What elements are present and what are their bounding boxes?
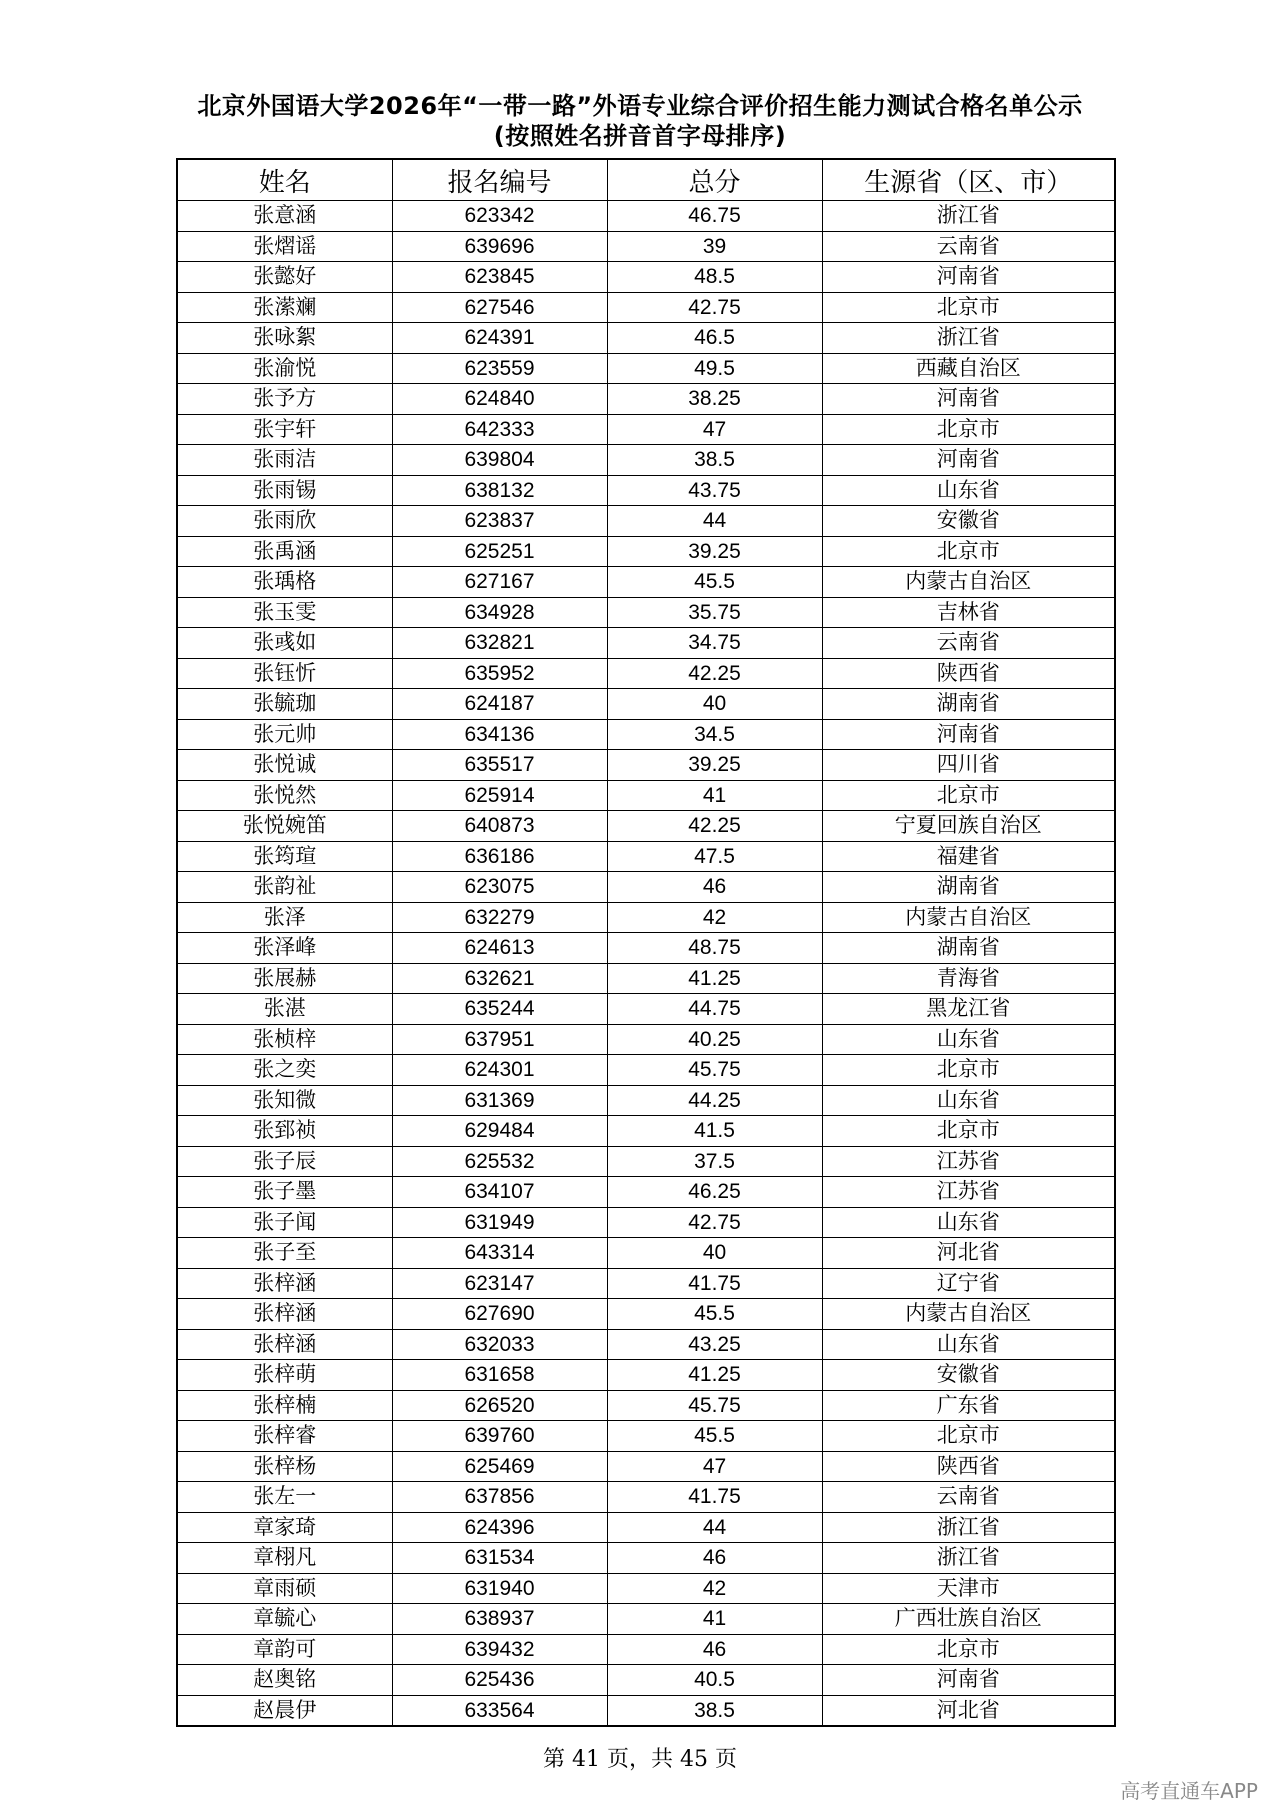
cell-id: 623559 <box>392 353 607 384</box>
cell-name: 张雨欣 <box>177 506 392 537</box>
cell-id: 639760 <box>392 1421 607 1452</box>
cell-province: 青海省 <box>822 963 1115 994</box>
cell-province: 河南省 <box>822 1665 1115 1696</box>
cell-score: 34.75 <box>607 628 822 659</box>
table-row <box>177 689 1115 720</box>
cell-name: 章家琦 <box>177 1512 392 1543</box>
cell-name: 张熠谣 <box>177 231 392 262</box>
cell-score: 41.75 <box>607 1482 822 1513</box>
cell-name: 张梓涵 <box>177 1329 392 1360</box>
cell-id: 635517 <box>392 750 607 781</box>
cell-name: 张彧如 <box>177 628 392 659</box>
table-row <box>177 1634 1115 1665</box>
cell-province: 黑龙江省 <box>822 994 1115 1025</box>
cell-province: 四川省 <box>822 750 1115 781</box>
table-row <box>177 1085 1115 1116</box>
cell-name: 张梓萌 <box>177 1360 392 1391</box>
cell-score: 42 <box>607 902 822 933</box>
table-row <box>177 567 1115 598</box>
cell-name: 张懿好 <box>177 262 392 293</box>
cell-name: 张子辰 <box>177 1146 392 1177</box>
cell-score: 40 <box>607 689 822 720</box>
cell-name: 张泽 <box>177 902 392 933</box>
table-row <box>177 536 1115 567</box>
table-row <box>177 597 1115 628</box>
cell-province: 云南省 <box>822 628 1115 659</box>
qualified-list-table <box>176 158 1116 1727</box>
cell-name: 张悦然 <box>177 780 392 811</box>
table-row <box>177 1451 1115 1482</box>
column-header-score: 总分 <box>607 159 822 201</box>
cell-score: 39.25 <box>607 750 822 781</box>
table-row <box>177 994 1115 1025</box>
table-row <box>177 658 1115 689</box>
cell-id: 627167 <box>392 567 607 598</box>
cell-province: 陕西省 <box>822 1451 1115 1482</box>
cell-province: 安徽省 <box>822 506 1115 537</box>
cell-score: 48.5 <box>607 262 822 293</box>
cell-name: 张湛 <box>177 994 392 1025</box>
cell-name: 章雨硕 <box>177 1573 392 1604</box>
cell-province: 北京市 <box>822 414 1115 445</box>
table-row <box>177 201 1115 232</box>
cell-id: 639696 <box>392 231 607 262</box>
cell-id: 624391 <box>392 323 607 354</box>
cell-id: 624301 <box>392 1055 607 1086</box>
cell-id: 624613 <box>392 933 607 964</box>
cell-province: 湖南省 <box>822 872 1115 903</box>
cell-province: 江苏省 <box>822 1146 1115 1177</box>
table-row <box>177 902 1115 933</box>
table-row <box>177 628 1115 659</box>
cell-name: 张桢梓 <box>177 1024 392 1055</box>
cell-province: 陕西省 <box>822 658 1115 689</box>
cell-province: 内蒙古自治区 <box>822 1299 1115 1330</box>
cell-score: 39 <box>607 231 822 262</box>
cell-score: 43.75 <box>607 475 822 506</box>
cell-name: 张梓楠 <box>177 1390 392 1421</box>
cell-name: 赵奥铭 <box>177 1665 392 1696</box>
table-row <box>177 750 1115 781</box>
table-row <box>177 1482 1115 1513</box>
cell-score: 45.75 <box>607 1055 822 1086</box>
document-subtitle: (按照姓名拼音首字母排序) <box>493 122 787 150</box>
cell-score: 38.5 <box>607 1695 822 1726</box>
table-row <box>177 445 1115 476</box>
cell-province: 山东省 <box>822 1207 1115 1238</box>
cell-score: 49.5 <box>607 353 822 384</box>
cell-score: 40 <box>607 1238 822 1269</box>
cell-province: 安徽省 <box>822 1360 1115 1391</box>
cell-id: 623147 <box>392 1268 607 1299</box>
cell-score: 45.5 <box>607 567 822 598</box>
cell-name: 张予方 <box>177 384 392 415</box>
cell-score: 34.5 <box>607 719 822 750</box>
cell-score: 46 <box>607 1634 822 1665</box>
cell-id: 634107 <box>392 1177 607 1208</box>
cell-score: 44.75 <box>607 994 822 1025</box>
cell-id: 625532 <box>392 1146 607 1177</box>
cell-province: 河南省 <box>822 445 1115 476</box>
cell-score: 44 <box>607 506 822 537</box>
table-row <box>177 811 1115 842</box>
table-row <box>177 963 1115 994</box>
table-row <box>177 1238 1115 1269</box>
cell-province: 湖南省 <box>822 933 1115 964</box>
cell-id: 637951 <box>392 1024 607 1055</box>
cell-id: 629484 <box>392 1116 607 1147</box>
cell-id: 638937 <box>392 1604 607 1635</box>
column-header-province: 生源省（区、市） <box>822 159 1115 201</box>
cell-province: 山东省 <box>822 475 1115 506</box>
cell-score: 41.25 <box>607 963 822 994</box>
cell-province: 北京市 <box>822 1116 1115 1147</box>
cell-province: 广东省 <box>822 1390 1115 1421</box>
cell-name: 张子墨 <box>177 1177 392 1208</box>
cell-name: 赵晨伊 <box>177 1695 392 1726</box>
cell-name: 章栩凡 <box>177 1543 392 1574</box>
cell-id: 634136 <box>392 719 607 750</box>
cell-name: 张禹涵 <box>177 536 392 567</box>
cell-province: 北京市 <box>822 1055 1115 1086</box>
cell-score: 41 <box>607 780 822 811</box>
cell-name: 张展赫 <box>177 963 392 994</box>
cell-province: 河北省 <box>822 1695 1115 1726</box>
cell-score: 42.25 <box>607 658 822 689</box>
cell-province: 浙江省 <box>822 1512 1115 1543</box>
cell-name: 张左一 <box>177 1482 392 1513</box>
cell-id: 632821 <box>392 628 607 659</box>
cell-id: 624840 <box>392 384 607 415</box>
cell-id: 634928 <box>392 597 607 628</box>
cell-province: 内蒙古自治区 <box>822 567 1115 598</box>
cell-id: 624396 <box>392 1512 607 1543</box>
table-row <box>177 292 1115 323</box>
table-row <box>177 1695 1115 1726</box>
cell-name: 章韵可 <box>177 1634 392 1665</box>
cell-id: 639804 <box>392 445 607 476</box>
table-row <box>177 1665 1115 1696</box>
table-row <box>177 384 1115 415</box>
cell-score: 42 <box>607 1573 822 1604</box>
cell-name: 张悦诚 <box>177 750 392 781</box>
cell-province: 浙江省 <box>822 323 1115 354</box>
cell-score: 40.25 <box>607 1024 822 1055</box>
table-row <box>177 872 1115 903</box>
cell-score: 38.25 <box>607 384 822 415</box>
cell-name: 张韵祉 <box>177 872 392 903</box>
cell-province: 内蒙古自治区 <box>822 902 1115 933</box>
cell-province: 河南省 <box>822 719 1115 750</box>
table-row <box>177 719 1115 750</box>
table-row <box>177 475 1115 506</box>
table-row <box>177 1024 1115 1055</box>
cell-score: 46 <box>607 1543 822 1574</box>
cell-id: 642333 <box>392 414 607 445</box>
cell-province: 辽宁省 <box>822 1268 1115 1299</box>
cell-score: 42.75 <box>607 1207 822 1238</box>
cell-id: 631658 <box>392 1360 607 1391</box>
cell-id: 632033 <box>392 1329 607 1360</box>
cell-id: 638132 <box>392 475 607 506</box>
cell-name: 章毓心 <box>177 1604 392 1635</box>
cell-province: 北京市 <box>822 1634 1115 1665</box>
cell-name: 张梓涵 <box>177 1268 392 1299</box>
cell-province: 广西壮族自治区 <box>822 1604 1115 1635</box>
table-row <box>177 1390 1115 1421</box>
cell-score: 41.5 <box>607 1116 822 1147</box>
table-row <box>177 933 1115 964</box>
cell-score: 45.75 <box>607 1390 822 1421</box>
cell-province: 北京市 <box>822 536 1115 567</box>
cell-score: 44 <box>607 1512 822 1543</box>
table-row <box>177 1512 1115 1543</box>
cell-province: 河南省 <box>822 262 1115 293</box>
cell-name: 张毓珈 <box>177 689 392 720</box>
cell-score: 47 <box>607 414 822 445</box>
cell-score: 37.5 <box>607 1146 822 1177</box>
cell-name: 张元帅 <box>177 719 392 750</box>
document-title: 北京外国语大学2026年“一带一路”外语专业综合评价招生能力测试合格名单公示 <box>197 92 1083 120</box>
cell-province: 云南省 <box>822 231 1115 262</box>
table-row <box>177 1055 1115 1086</box>
cell-name: 张瑀格 <box>177 567 392 598</box>
cell-name: 张宇轩 <box>177 414 392 445</box>
cell-score: 46.25 <box>607 1177 822 1208</box>
cell-score: 46.75 <box>607 201 822 232</box>
cell-name: 张渝悦 <box>177 353 392 384</box>
table-row <box>177 1116 1115 1147</box>
cell-name: 张梓杨 <box>177 1451 392 1482</box>
cell-id: 624187 <box>392 689 607 720</box>
cell-province: 福建省 <box>822 841 1115 872</box>
cell-province: 北京市 <box>822 780 1115 811</box>
column-header-name: 姓名 <box>177 159 392 201</box>
table-row <box>177 506 1115 537</box>
cell-province: 西藏自治区 <box>822 353 1115 384</box>
cell-score: 47 <box>607 1451 822 1482</box>
cell-score: 43.25 <box>607 1329 822 1360</box>
cell-name: 张钰忻 <box>177 658 392 689</box>
cell-name: 张筠瑄 <box>177 841 392 872</box>
cell-id: 623837 <box>392 506 607 537</box>
cell-province: 河北省 <box>822 1238 1115 1269</box>
cell-id: 623342 <box>392 201 607 232</box>
cell-score: 47.5 <box>607 841 822 872</box>
cell-score: 42.25 <box>607 811 822 842</box>
cell-score: 38.5 <box>607 445 822 476</box>
table-row <box>177 262 1115 293</box>
cell-id: 631534 <box>392 1543 607 1574</box>
cell-id: 625251 <box>392 536 607 567</box>
cell-province: 山东省 <box>822 1329 1115 1360</box>
page-footer: 第 41 页，共 45 页 <box>543 1747 737 1772</box>
cell-province: 河南省 <box>822 384 1115 415</box>
cell-id: 631949 <box>392 1207 607 1238</box>
cell-name: 张子至 <box>177 1238 392 1269</box>
cell-score: 44.25 <box>607 1085 822 1116</box>
cell-province: 山东省 <box>822 1085 1115 1116</box>
table-row <box>177 1543 1115 1574</box>
cell-id: 639432 <box>392 1634 607 1665</box>
table-row <box>177 323 1115 354</box>
table-header-row <box>177 159 1115 201</box>
cell-name: 张潆斓 <box>177 292 392 323</box>
cell-name: 张悦婉笛 <box>177 811 392 842</box>
table-row <box>177 1360 1115 1391</box>
cell-id: 623845 <box>392 262 607 293</box>
cell-id: 632621 <box>392 963 607 994</box>
table-row <box>177 1299 1115 1330</box>
cell-score: 46.5 <box>607 323 822 354</box>
cell-name: 张咏絮 <box>177 323 392 354</box>
cell-name: 张雨锡 <box>177 475 392 506</box>
cell-province: 湖南省 <box>822 689 1115 720</box>
cell-name: 张意涵 <box>177 201 392 232</box>
cell-name: 张雨洁 <box>177 445 392 476</box>
cell-name: 张之奕 <box>177 1055 392 1086</box>
cell-name: 张泽峰 <box>177 933 392 964</box>
cell-id: 627546 <box>392 292 607 323</box>
cell-score: 48.75 <box>607 933 822 964</box>
cell-id: 631369 <box>392 1085 607 1116</box>
cell-id: 633564 <box>392 1695 607 1726</box>
table-row <box>177 1146 1115 1177</box>
cell-province: 天津市 <box>822 1573 1115 1604</box>
table-row <box>177 1207 1115 1238</box>
cell-score: 41.25 <box>607 1360 822 1391</box>
cell-province: 宁夏回族自治区 <box>822 811 1115 842</box>
table-row <box>177 1329 1115 1360</box>
cell-province: 江苏省 <box>822 1177 1115 1208</box>
table-row <box>177 1177 1115 1208</box>
table-row <box>177 1421 1115 1452</box>
cell-name: 张梓涵 <box>177 1299 392 1330</box>
cell-province: 浙江省 <box>822 201 1115 232</box>
cell-id: 631940 <box>392 1573 607 1604</box>
table-body <box>177 201 1115 1727</box>
cell-score: 40.5 <box>607 1665 822 1696</box>
table-row <box>177 1268 1115 1299</box>
cell-score: 41.75 <box>607 1268 822 1299</box>
cell-id: 637856 <box>392 1482 607 1513</box>
table-row <box>177 414 1115 445</box>
cell-province: 北京市 <box>822 1421 1115 1452</box>
cell-id: 632279 <box>392 902 607 933</box>
cell-score: 35.75 <box>607 597 822 628</box>
table-row <box>177 1573 1115 1604</box>
cell-score: 39.25 <box>607 536 822 567</box>
cell-score: 45.5 <box>607 1421 822 1452</box>
table-row <box>177 1604 1115 1635</box>
cell-id: 625436 <box>392 1665 607 1696</box>
cell-score: 45.5 <box>607 1299 822 1330</box>
cell-id: 627690 <box>392 1299 607 1330</box>
cell-id: 635244 <box>392 994 607 1025</box>
cell-id: 626520 <box>392 1390 607 1421</box>
cell-province: 山东省 <box>822 1024 1115 1055</box>
cell-id: 623075 <box>392 872 607 903</box>
cell-name: 张子闻 <box>177 1207 392 1238</box>
cell-score: 42.75 <box>607 292 822 323</box>
cell-province: 云南省 <box>822 1482 1115 1513</box>
cell-id: 640873 <box>392 811 607 842</box>
table-row <box>177 780 1115 811</box>
cell-province: 北京市 <box>822 292 1115 323</box>
cell-score: 46 <box>607 872 822 903</box>
table-row <box>177 841 1115 872</box>
cell-score: 41 <box>607 1604 822 1635</box>
cell-id: 643314 <box>392 1238 607 1269</box>
table-row <box>177 353 1115 384</box>
cell-name: 张梓睿 <box>177 1421 392 1452</box>
cell-id: 625469 <box>392 1451 607 1482</box>
cell-id: 636186 <box>392 841 607 872</box>
cell-name: 张知微 <box>177 1085 392 1116</box>
table-row <box>177 231 1115 262</box>
column-header-id: 报名编号 <box>392 159 607 201</box>
cell-province: 浙江省 <box>822 1543 1115 1574</box>
watermark: 高考直通车APP <box>1120 1779 1258 1803</box>
cell-name: 张玉雯 <box>177 597 392 628</box>
cell-id: 635952 <box>392 658 607 689</box>
cell-id: 625914 <box>392 780 607 811</box>
cell-name: 张郅祯 <box>177 1116 392 1147</box>
cell-province: 吉林省 <box>822 597 1115 628</box>
